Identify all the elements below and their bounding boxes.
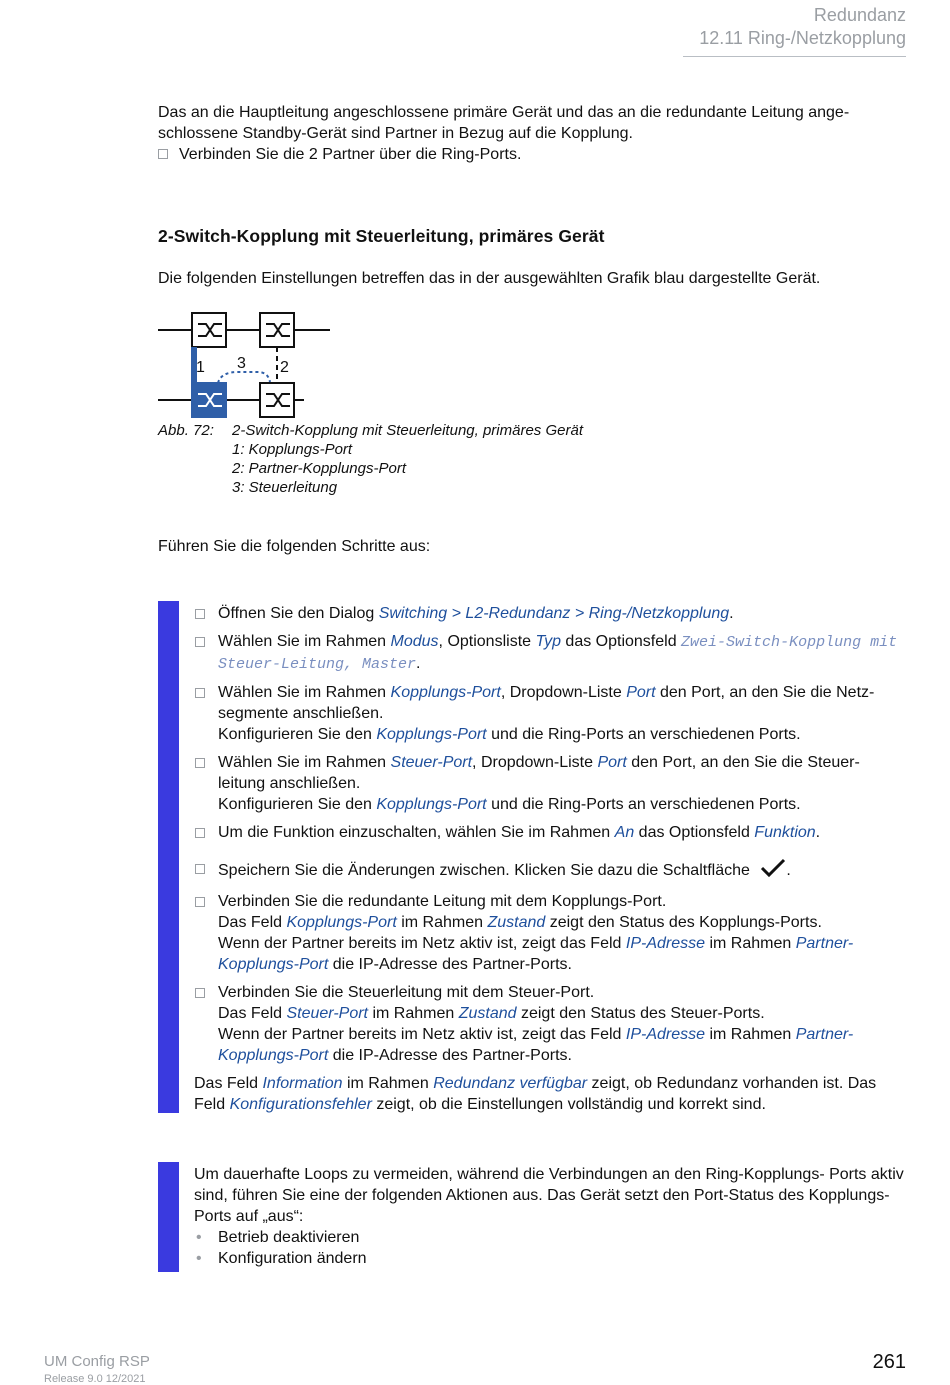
coupling-diagram bbox=[158, 310, 338, 420]
footer-release: Release 9.0 12/2021 bbox=[44, 1373, 146, 1385]
ui-path: Switching > L2-Redundanz > Ring-/Netzkopplung bbox=[378, 605, 730, 622]
switch-icon-primary bbox=[192, 383, 226, 417]
label-3: 3 bbox=[237, 355, 246, 372]
caption-lines bbox=[232, 421, 632, 497]
checkbox-icon bbox=[195, 688, 205, 698]
footer-doc: UM Config RSP bbox=[44, 1353, 150, 1370]
step-save: Speichern Sie die Änderungen zwischen. Klicken Sie dazu die Schaltfläche . bbox=[194, 858, 909, 881]
caption-item: 1: Kopplungs-Port bbox=[232, 441, 353, 458]
note-bar bbox=[158, 1162, 179, 1272]
steps-intro: Führen Sie die folgenden Schritte aus: bbox=[158, 538, 431, 555]
checkbox-icon bbox=[195, 758, 205, 768]
intro-paragraph bbox=[158, 102, 908, 165]
page-number: 261 bbox=[872, 1351, 906, 1373]
list-item: • Betrieb deaktivieren bbox=[196, 1229, 360, 1246]
intro-text: Das an die Hauptleitung angeschlossene primäre Gerät und das an die redundante Leitung ange- schlossene Standby-Gerät sind Partner in Bezug auf die Kopplung. bbox=[158, 104, 850, 142]
checkbox-icon bbox=[195, 637, 205, 647]
checkbox-icon bbox=[195, 828, 205, 838]
caption-title: 2-Switch-Kopplung mit Steuerleitung, primäres Gerät bbox=[232, 422, 583, 439]
step-connect-redundant: Verbinden Sie die redundante Leitung mit dem Kopplungs-Port. Das Feld Kopplungs-Port im Rahmen Zustand zeigt den Status des Kopplungs-Ports. Wenn der Partner bereits im Netz aktiv ist, zeigt das Feld IP-Adresse im Rahmen Partner- Kopplungs-Port die IP-Adresse des Partner-Ports. bbox=[194, 891, 909, 975]
caption-item: 2: Partner-Kopplungs-Port bbox=[232, 460, 406, 477]
intro-action bbox=[158, 144, 908, 165]
checkbox-icon bbox=[195, 988, 205, 998]
header-divider bbox=[683, 56, 906, 57]
instruction-steps bbox=[194, 603, 909, 1115]
section-heading: 2-Switch-Kopplung mit Steuerleitung, primäres Gerät bbox=[158, 226, 605, 246]
lead-paragraph: Die folgenden Einstellungen betreffen das in der ausgewählten Grafik blau dargestellte Gerät. bbox=[158, 270, 821, 287]
checkbox-icon bbox=[195, 864, 205, 874]
step-select-type: Wählen Sie im Rahmen Modus, Optionsliste Typ das Optionsfeld Zwei-Switch-Kopplung mit Steuer-Leitung, Master. bbox=[194, 631, 909, 675]
intro-action-text: Verbinden Sie die 2 Partner über die Ring-Ports. bbox=[179, 146, 522, 163]
checkbox-icon bbox=[195, 609, 205, 619]
checkmark-icon bbox=[760, 858, 786, 878]
switch-icon-standby bbox=[260, 383, 294, 417]
bullet-icon: • bbox=[196, 1229, 202, 1246]
step-open-dialog: Öffnen Sie den Dialog Switching > L2-Redundanz > Ring-/Netzkopplung. bbox=[194, 603, 909, 624]
note-text: Um dauerhafte Loops zu vermeiden, während die Verbindungen an den Ring-Kopplungs- Ports aktiv sind, führen Sie eine der folgenden Aktionen aus. Das Gerät setzt den Port-Status des Kopplungs-Ports auf „aus“: bbox=[194, 1166, 904, 1225]
step-control-port: Wählen Sie im Rahmen Steuer-Port, Dropdown-Liste Port den Port, an den Sie die Steuer- leitung anschließen. Konfigurieren Sie den Kopplungs-Port und die Ring-Ports an verschiedenen Ports. bbox=[194, 752, 909, 815]
step-enable-function: Um die Funktion einzuschalten, wählen Sie im Rahmen An das Optionsfeld Funktion. bbox=[194, 822, 909, 843]
checkbox-icon bbox=[195, 897, 205, 907]
checkbox-icon bbox=[158, 149, 168, 159]
header-section: 12.11 Ring-/Netzkopplung bbox=[699, 28, 906, 48]
caption-item: 3: Steuerleitung bbox=[232, 479, 338, 496]
closing-paragraph: Das Feld Information im Rahmen Redundanz verfügbar zeigt, ob Redundanz vorhanden ist. Das Feld Konfigurationsfehler zeigt, ob die Einstellungen vollständig und korrekt sind. bbox=[194, 1075, 877, 1113]
switch-icon-top-left bbox=[192, 313, 226, 347]
note-paragraph bbox=[194, 1164, 909, 1269]
instruction-bar bbox=[158, 601, 179, 1113]
switch-icon-top-right bbox=[260, 313, 294, 347]
list-item: • Konfiguration ändern bbox=[196, 1250, 367, 1267]
bullet-icon: • bbox=[196, 1250, 202, 1267]
label-1: 1 bbox=[196, 359, 205, 376]
step-connect-control: Verbinden Sie die Steuerleitung mit dem Steuer-Port. Das Feld Steuer-Port im Rahmen Zustand zeigt den Status des Steuer-Ports. Wenn der Partner bereits im Netz aktiv ist, zeigt das Feld IP-Adresse im Rahmen Partner- Kopplungs-Port die IP-Adresse des Partner-Ports. bbox=[194, 982, 909, 1066]
caption-number: Abb. 72: bbox=[158, 422, 214, 439]
step-coupling-port: Wählen Sie im Rahmen Kopplungs-Port, Dropdown-Liste Port den Port, an den Sie die Netz- segmente anschließen. Konfigurieren Sie den Kopplungs-Port und die Ring-Ports an verschiedenen Ports. bbox=[194, 682, 909, 745]
control-line bbox=[218, 372, 270, 383]
label-2: 2 bbox=[280, 359, 289, 376]
option-value: Zwei-Switch-Kopplung mit Steuer-Leitung, Master bbox=[218, 634, 898, 673]
header-chapter: Redundanz bbox=[813, 5, 906, 25]
